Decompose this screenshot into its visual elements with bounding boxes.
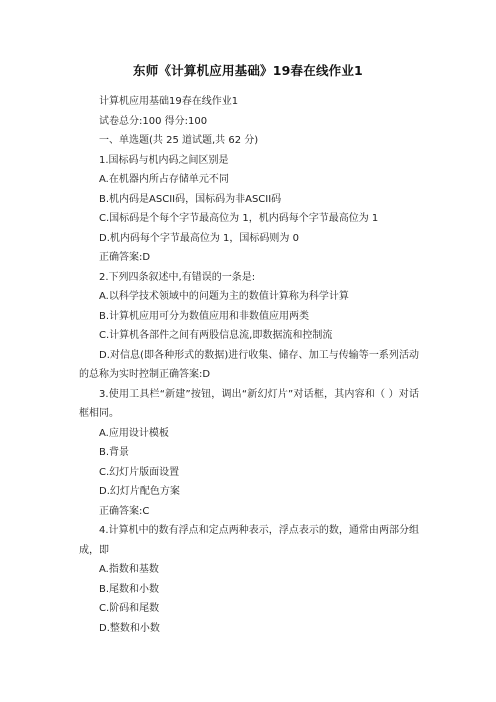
q3-answer: 正确答案:C [99, 505, 150, 517]
q3-option-a: A.应用设计模板 [99, 427, 169, 439]
question-4: 4.计算机中的数有浮点和定点两种表示，浮点表示的数，通常由两部分组成，即 [79, 525, 419, 556]
document-body [79, 92, 419, 638]
q4-option-a: A.指数和基数 [99, 564, 159, 575]
q2-option-b: B.计算机应用可分为数值应用和非数值应用两类 [99, 310, 310, 322]
q2-option-d-and-answer: D.对信息(即各种形式的数据)进行收集、储存、加工与传输等一系列活动的总称为实时控制正确答案:D [79, 349, 419, 380]
exam-name-line: 计算机应用基础19春在线作业1 [99, 96, 239, 107]
q4-option-c: C.阶码和尾数 [99, 603, 160, 614]
section-heading: 一、单选题(共 25 道试题,共 62 分) [99, 135, 259, 146]
score-line: 试卷总分:100 得分:100 [99, 115, 208, 127]
q3-option-d: D.幻灯片配色方案 [99, 486, 180, 497]
document-title: 东师《计算机应用基础》19春在线作业1 [133, 63, 363, 78]
q1-option-c: C.国标码是个每个字节最高位为 1，机内码每个字节最高位为 1 [99, 213, 379, 224]
q1-answer: 正确答案:D [99, 252, 151, 263]
question-1: 1.国标码与机内码之间区别是 [99, 154, 229, 166]
q3-option-b: B.背景 [99, 447, 130, 458]
q3-option-c: C.幻灯片版面设置 [99, 466, 180, 478]
q1-option-b: B.机内码是ASCII码，国标码为非ASCII码 [99, 193, 282, 205]
q1-option-d: D.机内码每个字节最高位为 1，国标码则为 0 [99, 232, 299, 244]
q2-option-a: A.以科学技术领域中的问题为主的数值计算称为科学计算 [99, 291, 349, 302]
q2-option-c: C.计算机各部件之间有两股信息流,即数据流和控制流 [99, 330, 333, 341]
question-3: 3.使用工具栏“新建”按钮，调出“新幻灯片”对话框，其内容和（ ）对话框相同。 [79, 388, 419, 419]
q4-option-b: B.尾数和小数 [99, 583, 160, 595]
q4-option-d: D.整数和小数 [99, 622, 160, 634]
q1-option-a: A.在机器内所占存储单元不同 [99, 174, 229, 185]
question-2: 2.下列四条叙述中,有错误的一条是: [99, 271, 256, 283]
